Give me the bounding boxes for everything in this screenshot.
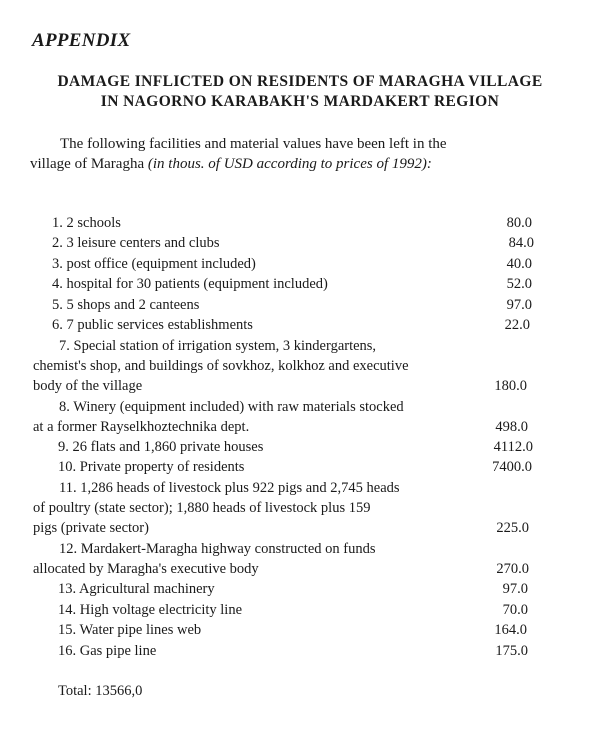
item-7-value: 180.0	[494, 378, 527, 394]
item-3-text-line-1: 3. post office (equipment included)	[52, 256, 256, 272]
item-6-value: 22.0	[504, 317, 530, 333]
intro-line-1: The following facilities and material values have been left in the	[60, 136, 447, 152]
intro-italic-text: (in thous. of USD according to prices of 1992):	[147, 156, 432, 172]
item-12-text-line-1: 12. Mardakert-Maragha highway constructed on funds	[59, 541, 376, 557]
item-13-text-line-1: 13. Agricultural machinery	[58, 581, 215, 597]
item-8-text-line-1: 8. Winery (equipment included) with raw materials stocked	[59, 399, 404, 415]
item-2-value: 84.0	[508, 235, 534, 251]
item-4-text-line-1: 4. hospital for 30 patients (equipment included)	[52, 276, 328, 292]
item-11-text-line-3: pigs (private sector)	[33, 520, 149, 536]
item-7-text-line-1: 7. Special station of irrigation system, 3 kindergartens,	[59, 338, 377, 354]
item-12-text-line-2: allocated by Maragha's executive body	[33, 561, 259, 577]
item-10-value: 7400.0	[492, 459, 532, 475]
item-12-value: 270.0	[496, 561, 529, 577]
item-14-text-line-1: 14. High voltage electricity line	[58, 602, 243, 618]
intro-plain-text: village of Maragha	[30, 156, 148, 172]
item-8-text-line-2: at a former Rayselkhoztechnika dept.	[33, 419, 250, 435]
total-line: Total: 13566,0	[58, 683, 143, 699]
item-15-value: 164.0	[494, 622, 527, 638]
item-16-value: 175.0	[495, 643, 528, 659]
item-7-text-line-3: body of the village	[33, 378, 143, 394]
item-5-value: 97.0	[506, 297, 532, 313]
item-15-text-line-1: 15. Water pipe lines web	[58, 622, 202, 638]
item-6-text-line-1: 6. 7 public services establishments	[52, 317, 253, 333]
item-8-value: 498.0	[495, 419, 528, 435]
item-1-text-line-1: 1. 2 schools	[52, 215, 121, 231]
item-1-value: 80.0	[506, 215, 532, 231]
item-13-value: 97.0	[502, 581, 528, 597]
item-7-text-line-2: chemist's shop, and buildings of sovkhoz, kolkhoz and executive	[33, 358, 409, 374]
appendix-heading: APPENDIX	[32, 30, 131, 51]
item-5-text-line-1: 5. 5 shops and 2 canteens	[52, 297, 200, 313]
item-14-value: 70.0	[502, 602, 528, 618]
document-title-line-2: IN NAGORNO KARABAKH'S MARDAKERT REGION	[100, 93, 500, 110]
item-10-text-line-1: 10. Private property of residents	[58, 459, 245, 475]
intro-line-2	[30, 154, 570, 174]
item-11-text-line-1: 11. 1,286 heads of livestock plus 922 pigs and 2,745 heads	[59, 480, 400, 496]
item-16-text-line-1: 16. Gas pipe line	[58, 643, 157, 659]
item-3-value: 40.0	[506, 256, 532, 272]
item-4-value: 52.0	[506, 276, 532, 292]
document-title-line-1: DAMAGE INFLICTED ON RESIDENTS OF MARAGHA VILLAGE	[57, 73, 543, 90]
item-9-value: 4112.0	[493, 439, 533, 455]
item-2-text-line-1: 2. 3 leisure centers and clubs	[52, 235, 220, 251]
item-11-value: 225.0	[496, 520, 529, 536]
item-11-text-line-2: of poultry (state sector); 1,880 heads of livestock plus 159	[33, 500, 371, 516]
item-9-text-line-1: 9. 26 flats and 1,860 private houses	[58, 439, 264, 455]
